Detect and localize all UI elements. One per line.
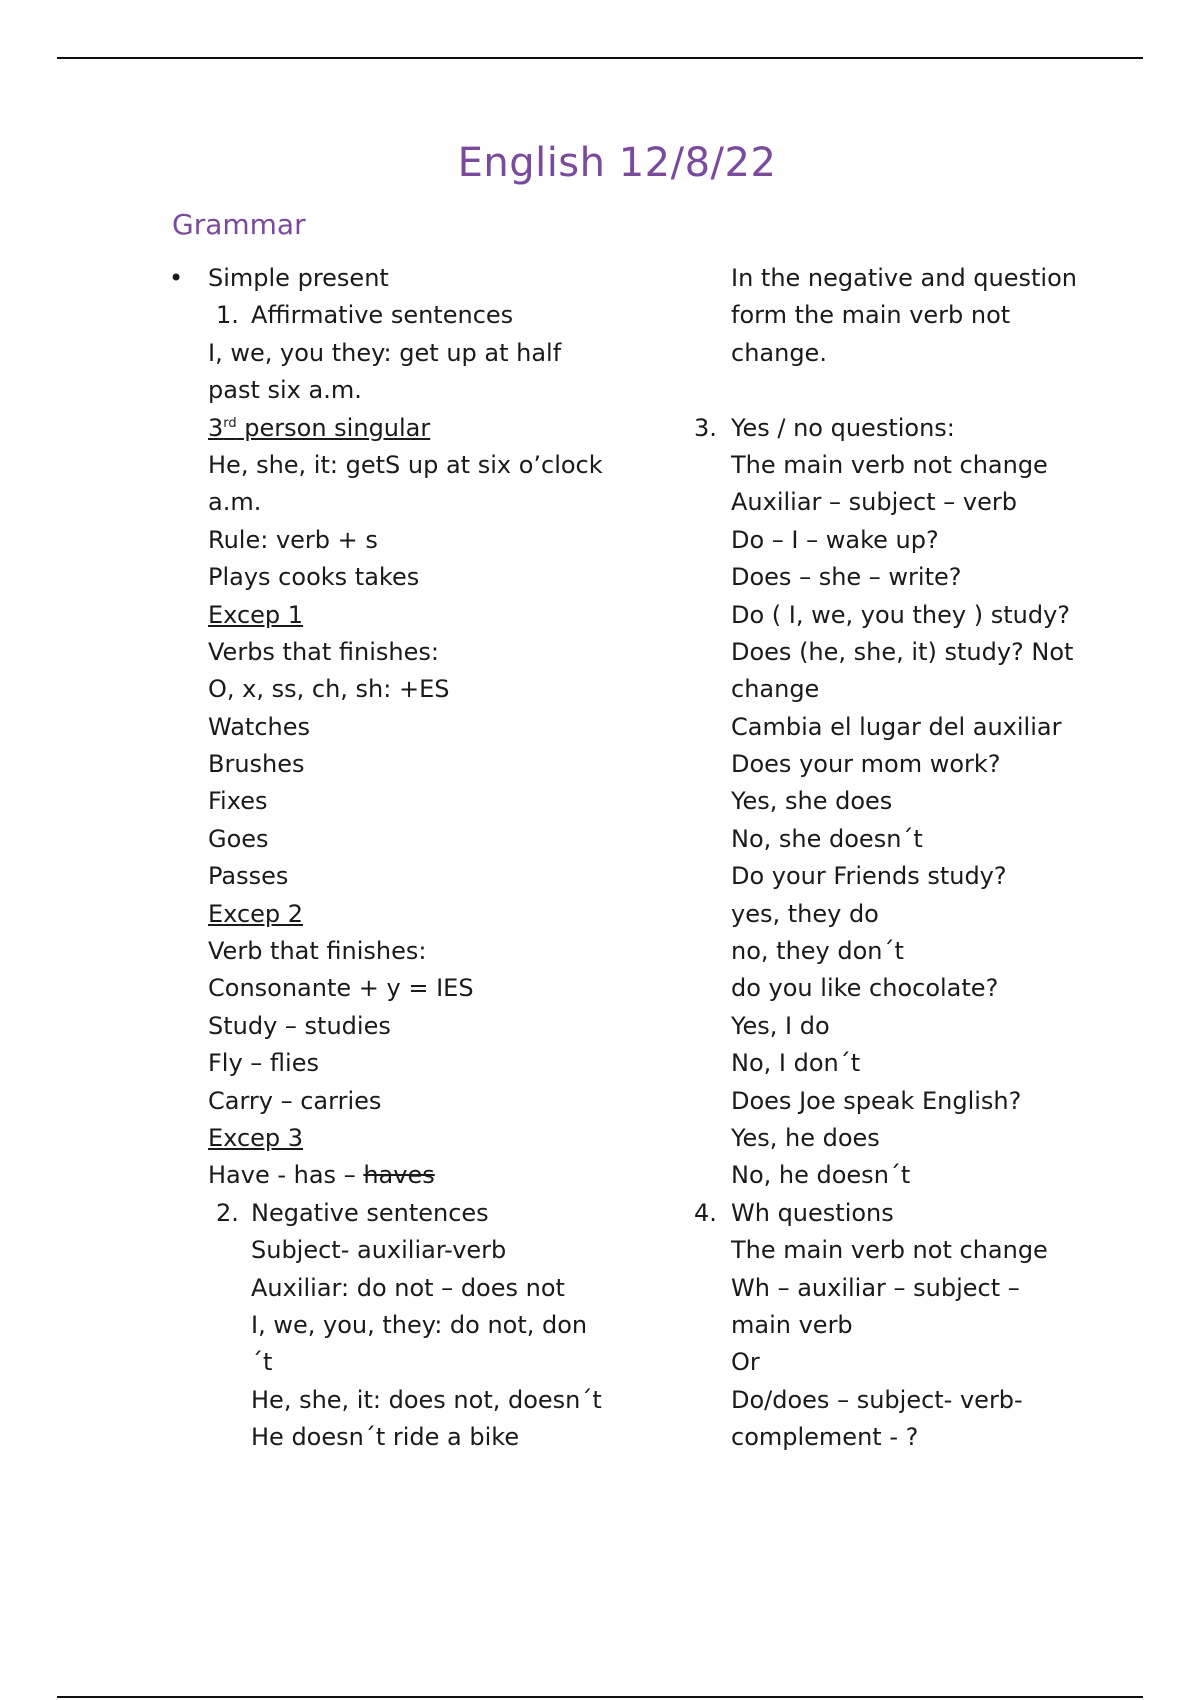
text-line: Verbs that finishes:: [208, 637, 439, 666]
text-line: The main verb not change: [731, 450, 1048, 479]
text-line: Or: [731, 1348, 760, 1377]
item-text: Yes / no questions:: [731, 413, 955, 442]
text-line: main verb: [731, 1310, 853, 1339]
text-span: 3: [208, 413, 224, 442]
text-line: Does – she – write?: [731, 563, 962, 592]
text-line: form the main verb not: [731, 301, 1011, 330]
text-line: yes, they do: [731, 899, 879, 928]
text-span: Excep 2: [208, 899, 304, 928]
text-line: Does your mom work?: [731, 750, 1001, 779]
numbered-item: [694, 410, 1134, 447]
text-line: Do your Friends study?: [731, 862, 1007, 891]
text-line: Cambia el lugar del auxiliar: [731, 712, 1062, 741]
text-line: I, we, you they: get up at half: [208, 338, 562, 367]
superscript: rd: [223, 415, 237, 431]
subheading-third-person: [166, 410, 606, 447]
text-line: Goes: [208, 824, 269, 853]
struck-text: haves: [363, 1161, 435, 1190]
text-line: ´t: [251, 1348, 273, 1377]
text-line: a.m.: [208, 488, 262, 517]
numbered-item: [166, 1195, 606, 1232]
text-line: No, I don´t: [731, 1049, 861, 1078]
footer-rule: [57, 1696, 1143, 1698]
text-line: change: [731, 675, 820, 704]
text-line: Consonante + y = IES: [208, 974, 474, 1003]
text-line: Yes, she does: [731, 787, 893, 816]
item-text: Negative sentences: [251, 1198, 489, 1227]
section-heading: Grammar: [172, 208, 306, 241]
text-span: Have - has –: [208, 1161, 364, 1190]
bullet-icon: •: [169, 264, 184, 292]
text-line: Do – I – wake up?: [731, 525, 939, 554]
text-line: He, she, it: getS up at six o’clock: [208, 450, 603, 479]
text-line: Carry – carries: [208, 1086, 382, 1115]
text-line: The main verb not change: [731, 1236, 1048, 1265]
text-line: Fixes: [208, 787, 268, 816]
text-line: Rule: verb + s: [208, 525, 378, 554]
text-line: Subject- auxiliar-verb: [251, 1236, 507, 1265]
item-text: Affirmative sentences: [251, 301, 514, 330]
page-title: English 12/8/22: [457, 140, 777, 186]
text-line: No, she doesn´t: [731, 824, 923, 853]
text-line: Study – studies: [208, 1011, 391, 1040]
text-line: He doesn´t ride a bike: [251, 1423, 520, 1452]
text-line: Brushes: [208, 750, 305, 779]
text-line: complement - ?: [731, 1423, 919, 1452]
text-line: Auxiliar: do not – does not: [251, 1273, 565, 1302]
text-line: Plays cooks takes: [208, 563, 420, 592]
text-line: Watches: [208, 712, 310, 741]
text-line: I, we, you, they: do not, don: [251, 1310, 588, 1339]
text-span: person singular: [236, 413, 431, 442]
text-line: past six a.m.: [208, 376, 362, 405]
list-item: [166, 260, 606, 297]
text-line: [166, 1157, 606, 1194]
numbered-item: [166, 297, 606, 334]
text-line: Do/does – subject- verb-: [731, 1385, 1023, 1414]
right-column: [694, 260, 1134, 1457]
text-line: No, he doesn´t: [731, 1161, 911, 1190]
text-line: In the negative and question: [731, 264, 1077, 292]
numbered-item: [694, 1195, 1134, 1232]
text-line: Does (he, she, it) study? Not: [731, 637, 1074, 666]
text-line: do you like chocolate?: [731, 974, 999, 1003]
item-number: 3.: [694, 413, 717, 442]
text-line: O, x, ss, ch, sh: +ES: [208, 675, 450, 704]
subheading-excep3: [166, 1120, 606, 1157]
header-rule: [57, 57, 1143, 59]
item-number: 4.: [694, 1198, 717, 1227]
text-line: no, they don´t: [731, 937, 904, 966]
text-line: Yes, I do: [731, 1011, 830, 1040]
blank-line: [694, 372, 1134, 409]
subheading-excep1: [166, 597, 606, 634]
item-number: 1.: [216, 301, 239, 330]
text-line: He, she, it: does not, doesn´t: [251, 1385, 602, 1414]
text-line: Yes, he does: [731, 1123, 880, 1152]
text-span: Excep 3: [208, 1123, 304, 1152]
item-number: 2.: [216, 1198, 239, 1227]
text-line: Verb that finishes:: [208, 937, 427, 966]
text-line: Do ( I, we, you they ) study?: [731, 600, 1071, 629]
left-column: [166, 260, 606, 1457]
subheading-excep2: [166, 896, 606, 933]
text-line: Does Joe speak English?: [731, 1086, 1022, 1115]
text-line: change.: [731, 338, 827, 367]
item-text: Wh questions: [731, 1198, 894, 1227]
text-span: Excep 1: [208, 600, 304, 629]
text-line: Fly – flies: [208, 1049, 319, 1078]
text-line: Auxiliar – subject – verb: [731, 488, 1017, 517]
text-line: Passes: [208, 862, 289, 891]
list-item-text: Simple present: [208, 264, 389, 292]
text-line: Wh – auxiliar – subject –: [731, 1273, 1020, 1302]
